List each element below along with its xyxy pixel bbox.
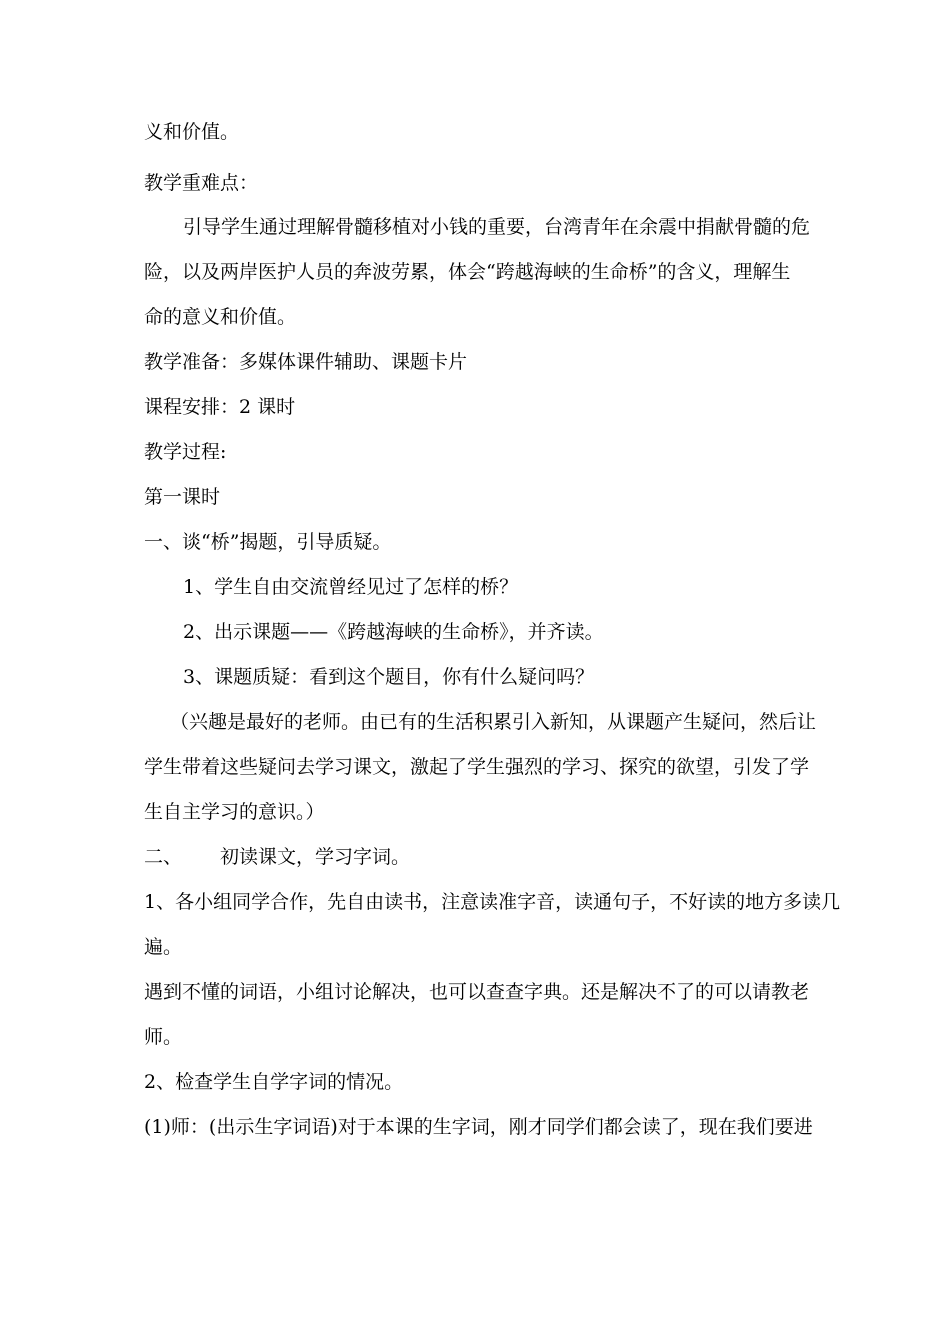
lesson-title: 第一课时	[144, 486, 221, 508]
part-heading-two	[144, 845, 410, 869]
part-title: 初读课文，学习字词。	[220, 846, 411, 868]
section-heading-process: 教学过程:	[144, 441, 227, 463]
text-line: （兴趣是最好的老师。由已有的生活积累引入新知，从课题产生疑问，然后让	[170, 711, 817, 733]
section-heading-schedule: 课程安排：2 课时	[144, 396, 296, 418]
text-line: 学生带着这些疑问去学习课文，激起了学生强烈的学习、探究的欲望，引发了学	[144, 756, 810, 778]
list-item: 2、检查学生自学字词的情况。	[144, 1071, 404, 1093]
text-line: 生自主学习的意识。）	[144, 801, 325, 823]
text-line: 命的意义和价值。	[144, 306, 297, 328]
text-line: 义和价值。	[144, 121, 240, 143]
part-heading-one: 一、谈“桥”揭题，引导质疑。	[144, 531, 392, 553]
section-heading-preparation: 教学准备：多媒体课件辅助、课题卡片	[144, 351, 468, 373]
text-line: 引导学生通过理解骨髓移植对小钱的重要，台湾青年在余震中捐献骨髓的危	[183, 216, 811, 238]
text-line: 师。	[144, 1026, 183, 1048]
text-line: 险，以及两岸医护人员的奔波劳累，体会“跨越海峡的生命桥”的含义，理解生	[144, 261, 791, 283]
text-line: 1、各小组同学合作，先自由读书，注意读准字音，读通句子，不好读的地方多读几	[144, 891, 841, 913]
part-number: 二、	[144, 846, 183, 868]
list-item: 3、课题质疑：看到这个题目，你有什么疑问吗？	[183, 666, 595, 688]
text-line: (1)师：(出示生字词语)对于本课的生字词，刚才同学们都会读了，现在我们要进	[144, 1116, 813, 1138]
text-line: 遍。	[144, 936, 183, 958]
list-item: 2、出示课题——《跨越海峡的生命桥》，并齐读。	[183, 621, 604, 643]
list-item: 1、学生自由交流曾经见过了怎样的桥？	[183, 576, 519, 598]
text-line: 遇到不懂的词语，小组讨论解决，也可以查查字典。还是解决不了的可以请教老	[144, 981, 810, 1003]
section-heading-key-points: 教学重难点：	[144, 172, 259, 194]
